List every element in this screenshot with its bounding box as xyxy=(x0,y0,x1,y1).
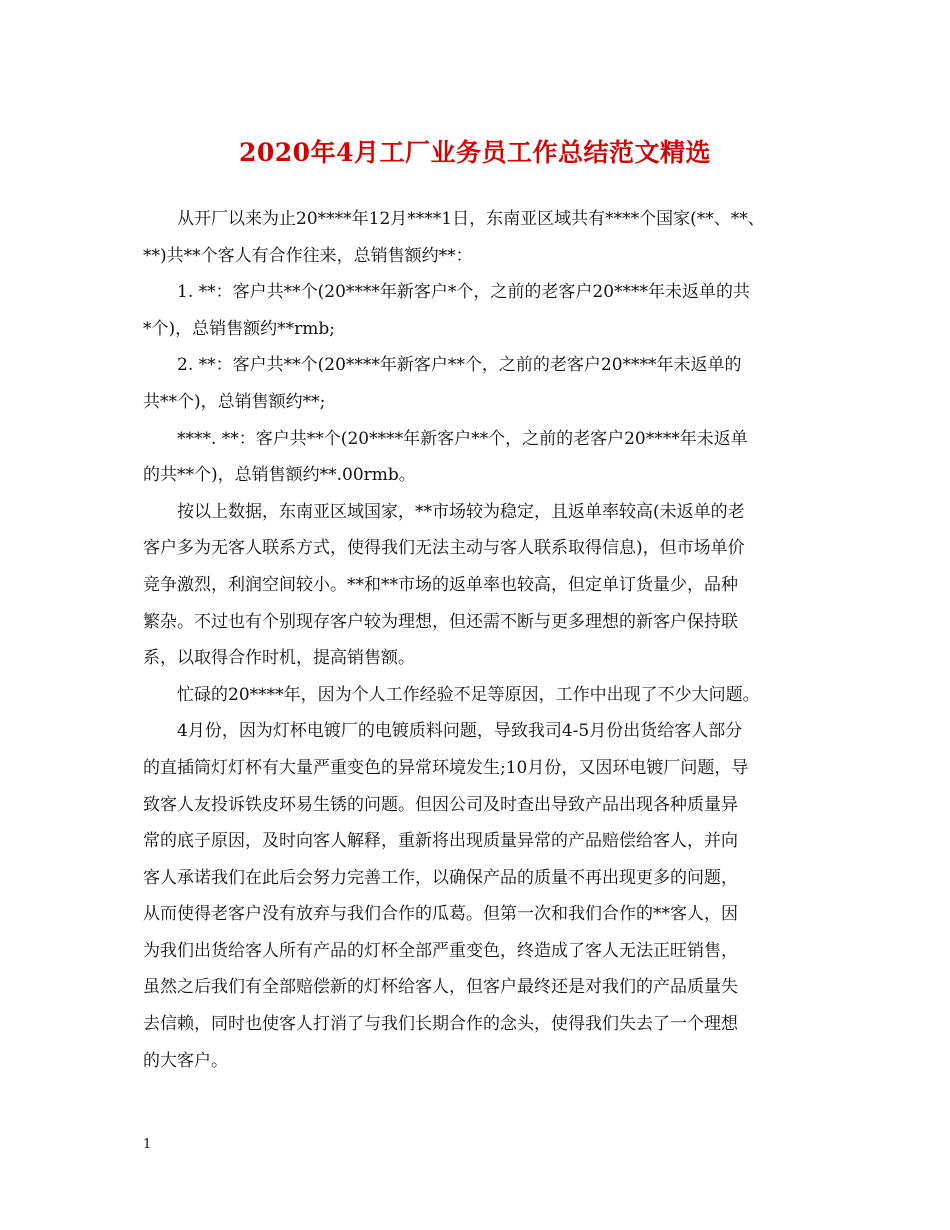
paragraph-line: *个)，总销售额约**rmb; xyxy=(143,318,335,339)
paragraph-line: 去信赖，同时也使客人打消了与我们长期合作的念头，使得我们失去了一个理想 xyxy=(143,1014,738,1035)
paragraph-line: 系，以取得合作时机，提高销售额。 xyxy=(143,648,415,669)
paragraph-line: 的直插筒灯灯杯有大量严重变色的异常环境发生;10月份，又因环电镀厂问题，导 xyxy=(143,757,749,778)
paragraph-line: 的大客户。 xyxy=(143,1050,228,1071)
paragraph-line: 竞争激烈，利润空间较小。**和**市场的返单率也较高，但定单订货量少，品种 xyxy=(143,574,738,595)
paragraph-line: 虽然之后我们有全部赔偿新的灯杯给客人，但客户最终还是对我们的产品质量失 xyxy=(143,977,738,998)
paragraph-line: 为我们出货给客人所有产品的灯杯全部严重变色，终造成了客人无法正旺销售， xyxy=(143,940,738,961)
paragraph-line: 常的底子原因，及时向客人解释，重新将出现质量异常的产品赔偿给客人，并向 xyxy=(143,831,738,852)
document-body xyxy=(143,201,813,1079)
paragraph-line: 1. **：客户共**个(20****年新客户*个，之前的老客户20****年未返单的共 xyxy=(177,282,751,303)
paragraph-line: 的共**个)，总销售额约**.00rmb。 xyxy=(143,465,416,486)
paragraph-line: 4月份，因为灯杯电镀厂的电镀质料问题，导致我司4-5月份出货给客人部分 xyxy=(177,721,743,742)
paragraph-line: 按以上数据，东南亚区域国家，**市场较为稳定，且返单率较高(未返单的老 xyxy=(177,501,745,522)
paragraph-line: 从开厂以来为止20****年12月****1日，东南亚区域共有****个国家(**、**、 xyxy=(177,209,765,229)
paragraph-line: 2. **：客户共**个(20****年新客户**个，之前的老客户20****年未返单的 xyxy=(177,355,742,376)
paragraph-line: 客人承诺我们在此后会努力完善工作，以确保产品的质量不再出现更多的问题， xyxy=(143,867,738,888)
paragraph-line: 共**个)，总销售额约**; xyxy=(143,391,326,412)
page-number: 1 xyxy=(143,1137,152,1152)
paragraph-line: ****. **：客户共**个(20****年新客户**个，之前的老客户20****年未返单 xyxy=(177,428,748,449)
paragraph-line: 忙碌的20****年，因为个人工作经验不足等原因，工作中出现了不少大问题。 xyxy=(177,684,760,705)
paragraph-line: **)共**个客人有合作往来，总销售额约**： xyxy=(143,245,473,266)
paragraph-line: 客户多为无客人联系方式，使得我们无法主动与客人联系取得信息)，但市场单价 xyxy=(143,538,745,559)
paragraph-line: 繁杂。不过也有个别现存客户较为理想，但还需不断与更多理想的新客户保持联 xyxy=(143,611,738,632)
paragraph-line: 致客人友投诉铁皮环易生锈的问题。但因公司及时查出导致产品出现各种质量异 xyxy=(143,794,738,815)
paragraph-line: 从而使得老客户没有放弃与我们合作的瓜葛。但第一次和我们合作的**客人，因 xyxy=(143,904,738,925)
document-title: 2020年4月工厂业务员工作总结范文精选 xyxy=(239,138,711,167)
